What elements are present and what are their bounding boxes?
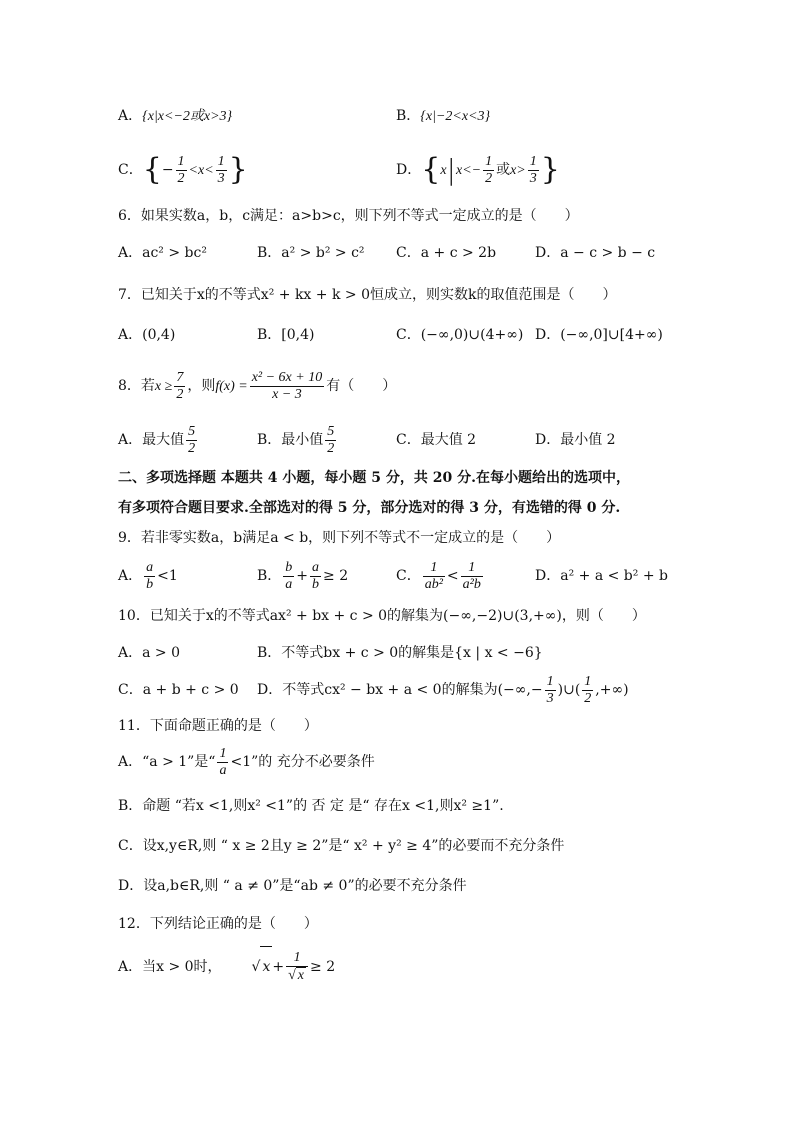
q10-stem: 10．已知关于x的不等式ax² + bx + c > 0的解集为(−∞,−2)∪(3,+∞)，则（ ）: [118, 608, 646, 624]
union-text: )∪(: [557, 682, 581, 698]
fraction-one-third: [216, 154, 227, 187]
q11-option-d: D．设a,b∈R,则 “ a ≠ 0”是“ab ≠ 0”的必要不充分条件: [118, 878, 467, 894]
q6-option-a: A．ac² > bc²: [118, 245, 207, 261]
numerator: 1: [584, 673, 592, 689]
fraction-one-half: [483, 154, 494, 187]
plus-sign: +: [296, 568, 309, 584]
inequality-tail: <1: [157, 568, 178, 584]
numerator: 1: [423, 560, 445, 577]
option-text-tail: <1”的 充分不必要条件: [230, 754, 375, 770]
function-fraction: [250, 370, 325, 403]
less-than-sign: <: [446, 568, 459, 584]
numerator: 1: [177, 153, 185, 169]
q9-stem: 9．若非零实数a，b满足a < b，则下列不等式不一定成立的是（ ）: [118, 530, 561, 546]
denominator: 2: [327, 440, 335, 456]
q7-option-a: A．(0,4): [118, 327, 176, 343]
connector-text: ，则: [187, 378, 216, 394]
inequality-text: <x<: [188, 163, 214, 178]
option-text: {x|−2<x<3}: [420, 109, 491, 124]
option-text: {x|x<−2或x>3}: [142, 109, 233, 124]
numerator: 5: [188, 423, 196, 439]
numerator: a: [146, 559, 154, 575]
vertical-bar-icon: |: [446, 153, 456, 186]
fraction-a-over-b: [144, 560, 155, 593]
numerator: 7: [176, 369, 184, 385]
q8-option-a: [118, 420, 199, 460]
plus-sign: +: [272, 959, 285, 975]
q10-option-c: C．a + b + c > 0: [118, 682, 239, 698]
fraction-b-over-a: [283, 560, 294, 593]
q9-option-b: [257, 556, 348, 596]
fraction-one-over-ab2: [423, 560, 445, 593]
q7-stem: 7．已知关于x的不等式x² + kx + k > 0恒成立，则实数k的取值范围是（ ）: [118, 287, 617, 303]
option-label: D．: [396, 162, 422, 178]
sqrt-icon: √: [251, 959, 261, 975]
q7-option-c: C．(−∞,0)∪(4+∞): [396, 327, 524, 343]
fraction-five-half: [325, 424, 336, 457]
sqrt-icon: √: [288, 968, 296, 983]
fraction-one-over-sqrt-x: [286, 950, 308, 984]
numerator: b: [285, 559, 293, 575]
numerator: 1: [461, 560, 483, 577]
denominator: [286, 967, 308, 984]
or-text: 或: [496, 162, 511, 178]
numerator: a: [312, 559, 320, 575]
option-label: A．: [118, 568, 143, 584]
q6-option-c: C．a + c > 2b: [396, 245, 497, 261]
denominator: b: [146, 576, 154, 592]
fraction-five-half: [186, 424, 197, 457]
right-brace-icon: }: [228, 152, 248, 187]
q12-option-a: [118, 946, 335, 987]
q10-option-b: B．不等式bx + c > 0的解集是{x | x < −6}: [257, 645, 543, 661]
option-label: B．最小值: [257, 432, 324, 448]
denominator: a: [285, 576, 293, 592]
inequality-tail: ≥ 2: [323, 568, 349, 584]
option-label: A．当x > 0时，: [118, 959, 222, 975]
numerator: 1: [286, 950, 308, 967]
q9-option-a: [118, 556, 178, 596]
numerator: 1: [485, 153, 493, 169]
denominator: ab²: [424, 576, 443, 592]
option-label: A．最大值: [118, 432, 185, 448]
section-heading-line-2: 有多项符合题目要求.全部选对的得 5 分，部分选对的得 3 分，有选错的得 0 分.: [118, 500, 621, 516]
q9-option-d: D．a² + a < b² + b: [535, 568, 668, 584]
q12-stem: 12．下列结论正确的是（ ）: [118, 916, 318, 932]
q10-option-a: A．a > 0: [118, 645, 180, 661]
denominator: 2: [485, 170, 493, 186]
question-number: 8．若: [118, 378, 155, 394]
denominator: 2: [584, 690, 592, 706]
numerator: 1: [217, 153, 225, 169]
radicand: x: [297, 968, 305, 983]
fraction-one-half: [582, 674, 593, 707]
q10-option-d: [257, 670, 629, 710]
numerator: 1: [546, 673, 554, 689]
fraction-one-third: [545, 674, 556, 707]
denominator: 2: [188, 440, 196, 456]
q7-option-b: B．[0,4): [257, 327, 315, 343]
stem-tail: 有（ ）: [326, 378, 397, 394]
radicand: x: [260, 946, 272, 987]
q7-option-d: D．(−∞,0]∪[4+∞): [535, 327, 663, 343]
q9-option-c: [396, 556, 485, 596]
numerator: 5: [327, 423, 335, 439]
q5-option-d: [396, 150, 560, 191]
option-label: C．: [118, 162, 143, 178]
option-label: A．: [118, 108, 143, 124]
inequality-text: x>: [510, 163, 526, 178]
right-brace-icon: }: [540, 152, 560, 187]
q8-option-b: [257, 420, 338, 460]
fraction-seven-half: [174, 370, 185, 403]
option-text: A．“a > 1”是“: [118, 754, 216, 770]
q5-option-b: [396, 106, 490, 127]
q8-stem: [118, 366, 396, 407]
q6-option-b: B．a² > b² > c²: [257, 245, 365, 261]
denominator: 3: [217, 170, 225, 186]
left-brace-icon: {: [142, 152, 162, 187]
option-label: C．: [396, 568, 421, 584]
numerator: 1: [529, 153, 537, 169]
left-brace-icon: {: [421, 152, 441, 187]
denominator: 3: [546, 690, 554, 706]
denominator: a: [219, 762, 227, 778]
option-label: B．: [396, 108, 421, 124]
option-text: D．不等式cx² − bx + a < 0的解集为(−∞,−: [257, 682, 543, 698]
interval-tail: ,+∞): [595, 682, 629, 698]
inequality-text: x<−: [455, 163, 482, 178]
denominator: x − 3: [272, 386, 302, 402]
fraction-one-over-a2b: [461, 560, 483, 593]
fraction-one-half: [176, 154, 187, 187]
option-label: B．: [257, 568, 282, 584]
inequality-tail: ≥ 2: [310, 959, 336, 975]
minus-sign: −: [161, 162, 174, 178]
fraction-one-third: [528, 154, 539, 187]
q6-option-d: D．a − c > b − c: [535, 245, 656, 261]
q11-option-b: B．命题 “若x <1,则x² <1”的 否 定 是“ 存在x <1,则x² ≥1”.: [118, 798, 504, 814]
denominator: b: [312, 576, 320, 592]
q8-option-c: C．最大值 2: [396, 432, 477, 448]
q5-option-c: [118, 150, 248, 191]
numerator: x² − 6x + 10: [251, 369, 323, 385]
q11-option-a: [118, 742, 375, 782]
denominator: 2: [176, 386, 184, 402]
denominator: 2: [177, 170, 185, 186]
q11-option-c: C．设x,y∈R,则 “ x ≥ 2且y ≥ 2”是“ x² + y² ≥ 4”的必要而不充分条件: [118, 838, 565, 854]
q6-stem: 6．如果实数a，b，c满足：a>b>c，则下列不等式一定成立的是（ ）: [118, 208, 579, 224]
section-heading-line-1: 二、多项选择题 本题共 4 小题，每小题 5 分，共 20 分.在每小题给出的选项中，: [118, 470, 630, 486]
numerator: 1: [219, 745, 227, 761]
fraction-a-over-b: [310, 560, 321, 593]
q11-stem: 11．下面命题正确的是（ ）: [118, 718, 318, 734]
inequality-text: x ≥: [154, 379, 173, 394]
q5-option-a: [118, 106, 232, 127]
variable-x: x: [440, 163, 447, 178]
q8-option-d: D．最小值 2: [535, 432, 616, 448]
denominator: 3: [529, 170, 537, 186]
function-text: f(x) =: [215, 379, 248, 394]
fraction-one-over-a: [217, 746, 228, 779]
denominator: a²b: [462, 576, 481, 592]
